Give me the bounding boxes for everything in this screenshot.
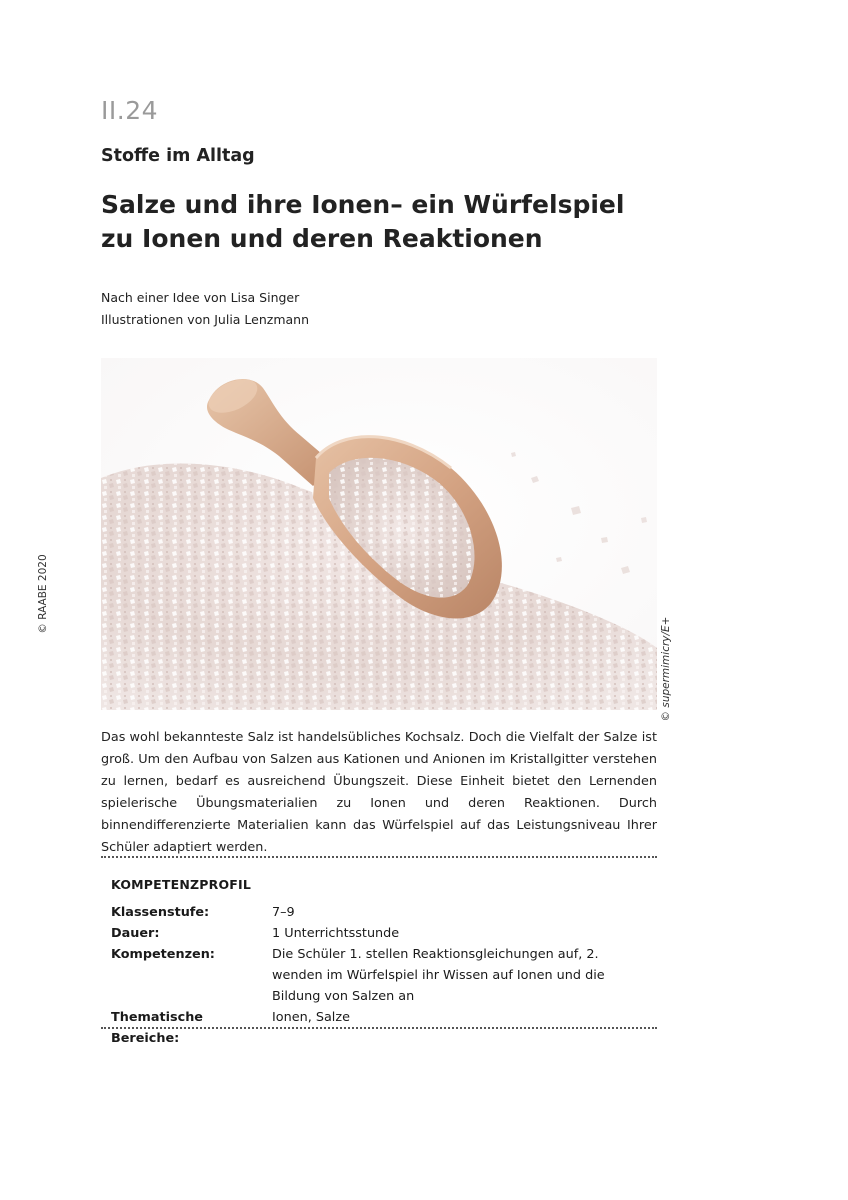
section-title: Stoffe im Alltag [101,146,255,166]
profile-bottom-divider [101,1027,657,1029]
profile-row-duration [111,923,651,944]
profile-top-divider [101,856,657,858]
photo-credit: © supermimicry/E+ [660,616,672,722]
profile-value: Ionen, Salze [272,1010,350,1025]
main-title-line-2: zu Ionen und deren Reaktionen [101,224,543,253]
competence-profile [111,877,651,1049]
idea-credit: Nach einer Idee von Lisa Singer [101,290,300,305]
profile-key: Thematische Bereiche: [111,1010,203,1046]
profile-row-competences [111,944,651,1007]
profile-value: 1 Unterrichtsstunde [272,926,400,941]
profile-value: Die Schüler 1. stellen Reaktionsgleichungen auf, 2. wenden im Würfelspiel ihr Wissen auf Ionen und die Bildung von Salzen an [272,947,605,1004]
chapter-number: II.24 [101,96,159,125]
profile-value: 7–9 [272,905,295,920]
profile-key: Dauer: [111,926,160,941]
main-title [101,188,721,256]
salt-scoop-illustration [101,358,657,710]
main-title-line-1: Salze und ihre Ionen– ein Würfelspiel [101,190,625,219]
intro-paragraph: Das wohl bekannteste Salz ist handelsübliches Kochsalz. Doch die Vielfalt der Salze ist groß. Um den Aufbau von Salzen aus Kationen und Anionen im Kristallgitter verstehen zu lernen, bedarf es ausreichend Übungszeit. Diese Einheit bietet den Lernenden spielerische Übungsmaterialien zu Ionen und deren Reaktionen. Durch binnendifferenzierte Materialien kann das Würfelspiel auf das Leistungsniveau Ihrer Schüler adaptiert werden. [101,730,657,855]
illustration-credit: Illustrationen von Julia Lenzmann [101,312,310,327]
salt-scoop-photo [101,358,657,710]
profile-heading: KOMPETENZPROFIL [111,877,252,892]
profile-key: Kompetenzen: [111,947,215,962]
profile-key: Klassenstufe: [111,905,210,920]
credits [101,287,309,331]
profile-row-grade [111,902,651,923]
side-copyright: © RAABE 2020 [37,554,49,634]
